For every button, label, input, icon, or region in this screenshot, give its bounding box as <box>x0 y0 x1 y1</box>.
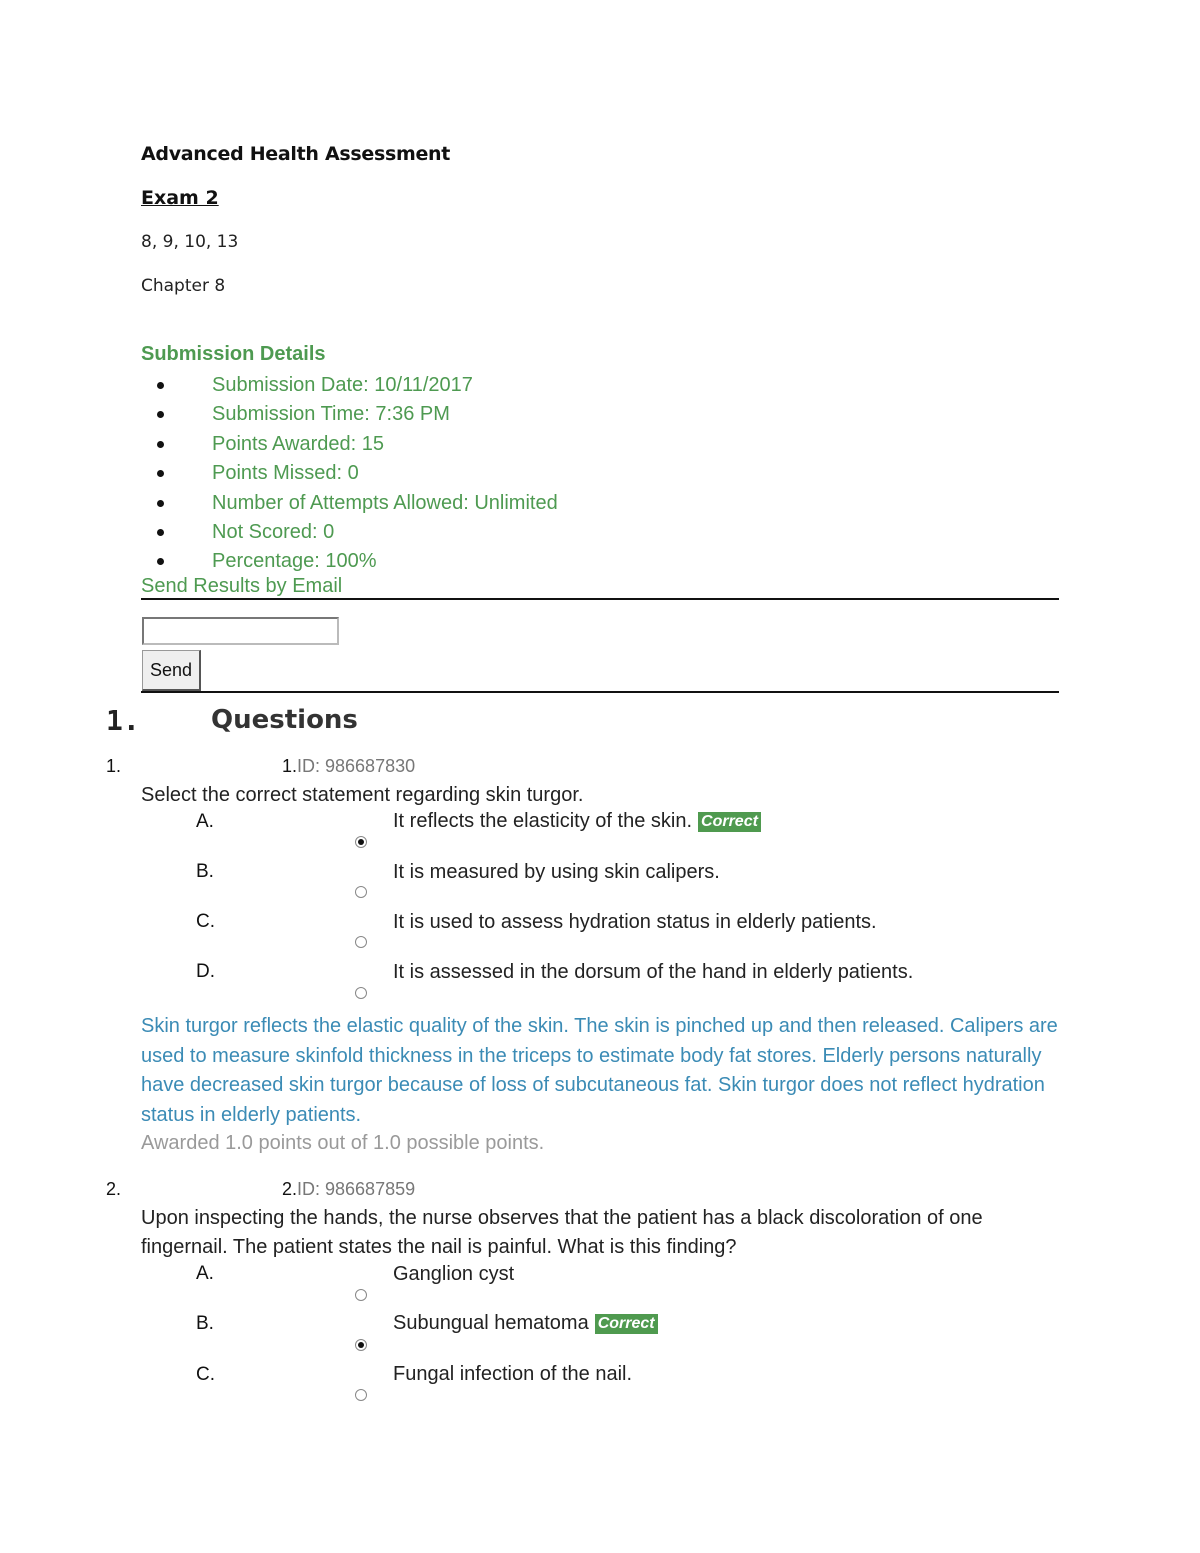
points-awarded: Awarded 1.0 points out of 1.0 possible points. <box>141 1132 545 1154</box>
option-text: It is measured by using skin calipers. <box>393 861 720 883</box>
send-results-label: Send Results by Email <box>141 575 343 597</box>
list-item: Submission Date: 10/11/2017 <box>141 372 558 401</box>
list-item: Submission Time: 7:36 PM <box>141 401 558 430</box>
option-letter: B. <box>196 1313 214 1334</box>
option-letter: C. <box>196 1364 215 1385</box>
list-item: Points Awarded: 15 <box>141 431 558 460</box>
submission-details-heading: Submission Details <box>141 343 326 365</box>
divider <box>141 598 1059 600</box>
radio-button[interactable] <box>355 1339 367 1351</box>
answer-rationale: Skin turgor reflects the elastic quality of the skin. The skin is pinched up and then released. Calipers are used to measure skinfold thickness in the triceps to estimate body fat stores. Elderly persons naturally have decreased skin turgor because of loss of subcutaneous fat. Skin turgor does not reflect hydration status in elderly patients. <box>141 1015 1058 1126</box>
question-number: 2. <box>106 1179 122 1199</box>
bullet-icon <box>157 441 164 448</box>
question-number: 1. <box>106 756 122 776</box>
option-text: It reflects the elasticity of the skin. Correct <box>393 810 761 833</box>
bullet-icon <box>157 500 164 507</box>
option-text: It is assessed in the dorsum of the hand in elderly patients. <box>393 961 914 983</box>
question-id: 2.ID: 986687859 <box>282 1179 416 1199</box>
divider <box>141 691 1059 693</box>
section-title: Questions <box>211 705 358 735</box>
list-item: Percentage: 100% <box>141 548 558 577</box>
radio-button[interactable] <box>355 1289 367 1301</box>
option-text: Ganglion cyst <box>393 1263 515 1285</box>
list-item: Points Missed: 0 <box>141 460 558 489</box>
option-letter: A. <box>196 811 214 832</box>
option-letter: B. <box>196 861 214 882</box>
correct-badge: Correct <box>698 812 761 832</box>
option-letter: C. <box>196 911 215 932</box>
section-number: 1. <box>106 704 140 737</box>
radio-button[interactable] <box>355 1389 367 1401</box>
submission-details-list <box>141 372 558 578</box>
bullet-icon <box>157 382 164 389</box>
question-id: 1.ID: 986687830 <box>282 756 416 776</box>
chapter-label: Chapter 8 <box>141 276 226 296</box>
document-title: Advanced Health Assessment <box>141 143 451 165</box>
list-item: Not Scored: 0 <box>141 519 558 548</box>
bullet-icon <box>157 558 164 565</box>
radio-button[interactable] <box>355 886 367 898</box>
option-letter: D. <box>196 961 215 982</box>
bullet-icon <box>157 529 164 536</box>
option-text: Fungal infection of the nail. <box>393 1363 633 1385</box>
exam-heading: Exam 2 <box>141 187 219 209</box>
bullet-icon <box>157 470 164 477</box>
chapter-list: 8, 9, 10, 13 <box>141 232 239 252</box>
correct-badge: Correct <box>595 1314 658 1334</box>
bullet-icon <box>157 411 164 418</box>
radio-button[interactable] <box>355 936 367 948</box>
radio-button[interactable] <box>355 836 367 848</box>
option-letter: A. <box>196 1263 214 1284</box>
question-text: Select the correct statement regarding skin turgor. <box>141 784 584 806</box>
radio-button[interactable] <box>355 987 367 999</box>
question-text: Upon inspecting the hands, the nurse observes that the patient has a black discoloration of one fingernail. The patient states the nail is painful. What is this finding? <box>141 1207 983 1258</box>
option-text: It is used to assess hydration status in elderly patients. <box>393 911 877 933</box>
email-input[interactable] <box>142 617 339 645</box>
option-text: Subungual hematoma Correct <box>393 1312 658 1335</box>
send-button[interactable]: Send <box>142 650 201 691</box>
list-item: Number of Attempts Allowed: Unlimited <box>141 490 558 519</box>
